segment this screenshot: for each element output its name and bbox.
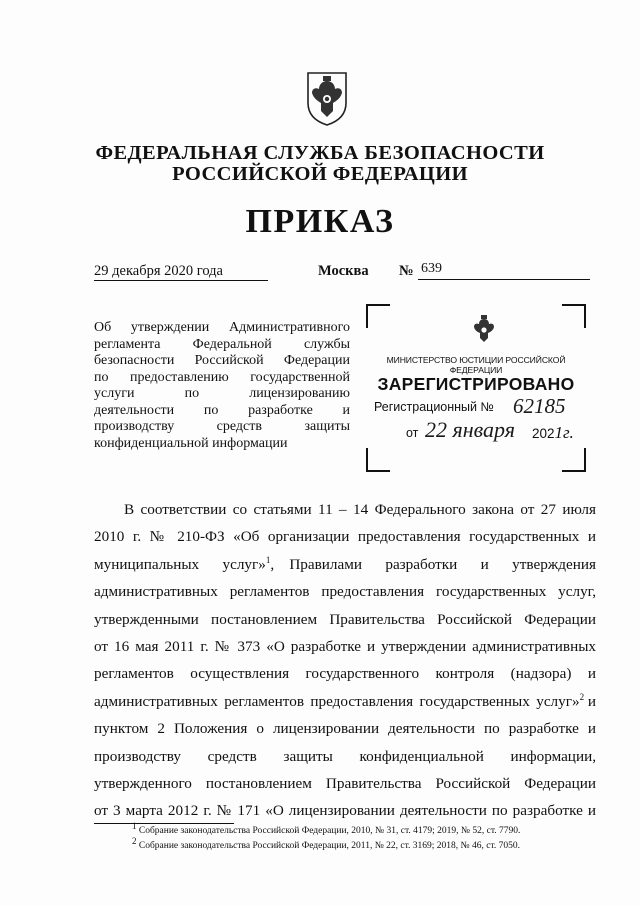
body-line: производству средств защиты конфиденциальной информации, — [94, 747, 596, 765]
document-type-title: ПРИКАЗ — [245, 203, 395, 240]
stamp-corner — [366, 304, 390, 328]
stamp-corner — [366, 448, 390, 472]
footnote — [132, 821, 521, 837]
body-line — [94, 688, 596, 715]
subject-line: по предоставлению государственной — [94, 369, 350, 385]
body-line: административных регламентов предоставления государственных услуг, — [94, 583, 596, 601]
body-line: от 16 мая 2011 г. № 373 «О разработке и утверждении административных — [94, 638, 596, 656]
subject-line: безопасности Российской Федерации — [94, 353, 350, 368]
subject-line: деятельности по разработке и — [94, 402, 350, 418]
body-line: от 3 марта 2012 г. № 171 «О лицензировании деятельности по разработке и — [94, 802, 596, 820]
body-line: муниципальных услуг»$^1$, Правилами разработки и утверждения — [94, 554, 596, 573]
footnote-text: Собрание законодательства Российской Федерации, 2011, № 22, ст. 3169; 2018, № 46, ст. 7050. — [138, 841, 521, 852]
body-line: 2010 г. № 210-ФЗ «Об организации предоставления государственных и — [94, 528, 596, 546]
body-line: пунктом 2 Положения о лицензировании деятельности по разработке и — [94, 720, 596, 738]
stamp-from-label: от — [406, 426, 419, 440]
body-fragment: муниципальных услуг» — [94, 555, 266, 573]
order-city: Москва — [318, 263, 369, 279]
body-line: В соответствии со статьями 11 – 14 Федерального закона от 27 июля — [124, 501, 596, 518]
stamp-coat-of-arms-icon — [470, 314, 498, 346]
order-body-text — [94, 496, 596, 825]
stamp-corner — [562, 304, 586, 328]
subject-line: производству средств защиты — [94, 419, 350, 434]
stamp-year-suffix: 1г. — [554, 423, 574, 442]
number-underline — [418, 279, 590, 280]
stamp-ministry-name: МИНИСТЕРСТВО ЮСТИЦИИ РОССИЙСКОЙ ФЕДЕРАЦИИ — [386, 355, 566, 375]
stamp-corner — [562, 448, 586, 472]
stamp-reg-date: 22 января — [425, 417, 515, 442]
agency-name-line1: ФЕДЕРАЛЬНАЯ СЛУЖБА БЕЗОПАСНОСТИ — [95, 142, 545, 164]
body-fragment: и — [587, 692, 596, 710]
body-line: утвержденного постановлением Правительства Российской Федерации — [94, 775, 596, 793]
order-date-text: 29 декабря 2020 года — [94, 263, 223, 279]
subject-line: регламента Федеральной службы — [94, 336, 350, 352]
footnote-ref: 1 — [265, 554, 271, 565]
footnote — [132, 836, 521, 852]
order-number: 639 — [421, 261, 442, 276]
stamp-registered-label: ЗАРЕГИСТРИРОВАНО — [377, 374, 575, 394]
subject-line: Об утверждении Административного — [94, 320, 350, 335]
order-number-label: № — [399, 263, 414, 279]
footnote-text: Собрание законодательства Российской Федерации, 2010, № 31, ст. 4179; 2019, № 52, ст. 7790. — [138, 826, 521, 837]
coat-of-arms-icon — [304, 67, 350, 127]
stamp-reg-year — [532, 423, 574, 443]
subject-line: конфиденциальной информации — [94, 435, 288, 451]
registration-stamp — [366, 304, 586, 472]
stamp-reg-number-label: Регистрационный № — [374, 400, 494, 414]
footnote-mark: 2 — [132, 836, 137, 846]
order-date — [94, 263, 223, 280]
agency-name-line2: РОССИЙСКОЙ ФЕДЕРАЦИИ — [172, 163, 468, 185]
body-line: утвержденными постановлением Правительства Российской Федерации — [94, 610, 596, 628]
footnote-separator — [94, 823, 234, 824]
footnote-mark: 1 — [132, 821, 137, 831]
stamp-reg-number: 62185 — [513, 394, 566, 418]
subject-line: услуги по лицензированию — [94, 386, 350, 401]
body-fragment: административных регламентов предоставления государственных услуг» — [94, 692, 580, 710]
order-subject — [94, 320, 350, 452]
body-fragment: Правилами разработки и утверждения — [289, 555, 596, 573]
date-underline — [94, 280, 268, 281]
stamp-year-prefix: 202 — [532, 426, 555, 441]
footnote-ref: 2 — [579, 691, 585, 702]
body-line: регламентов осуществления государственного контроля (надзора) и — [94, 665, 596, 683]
